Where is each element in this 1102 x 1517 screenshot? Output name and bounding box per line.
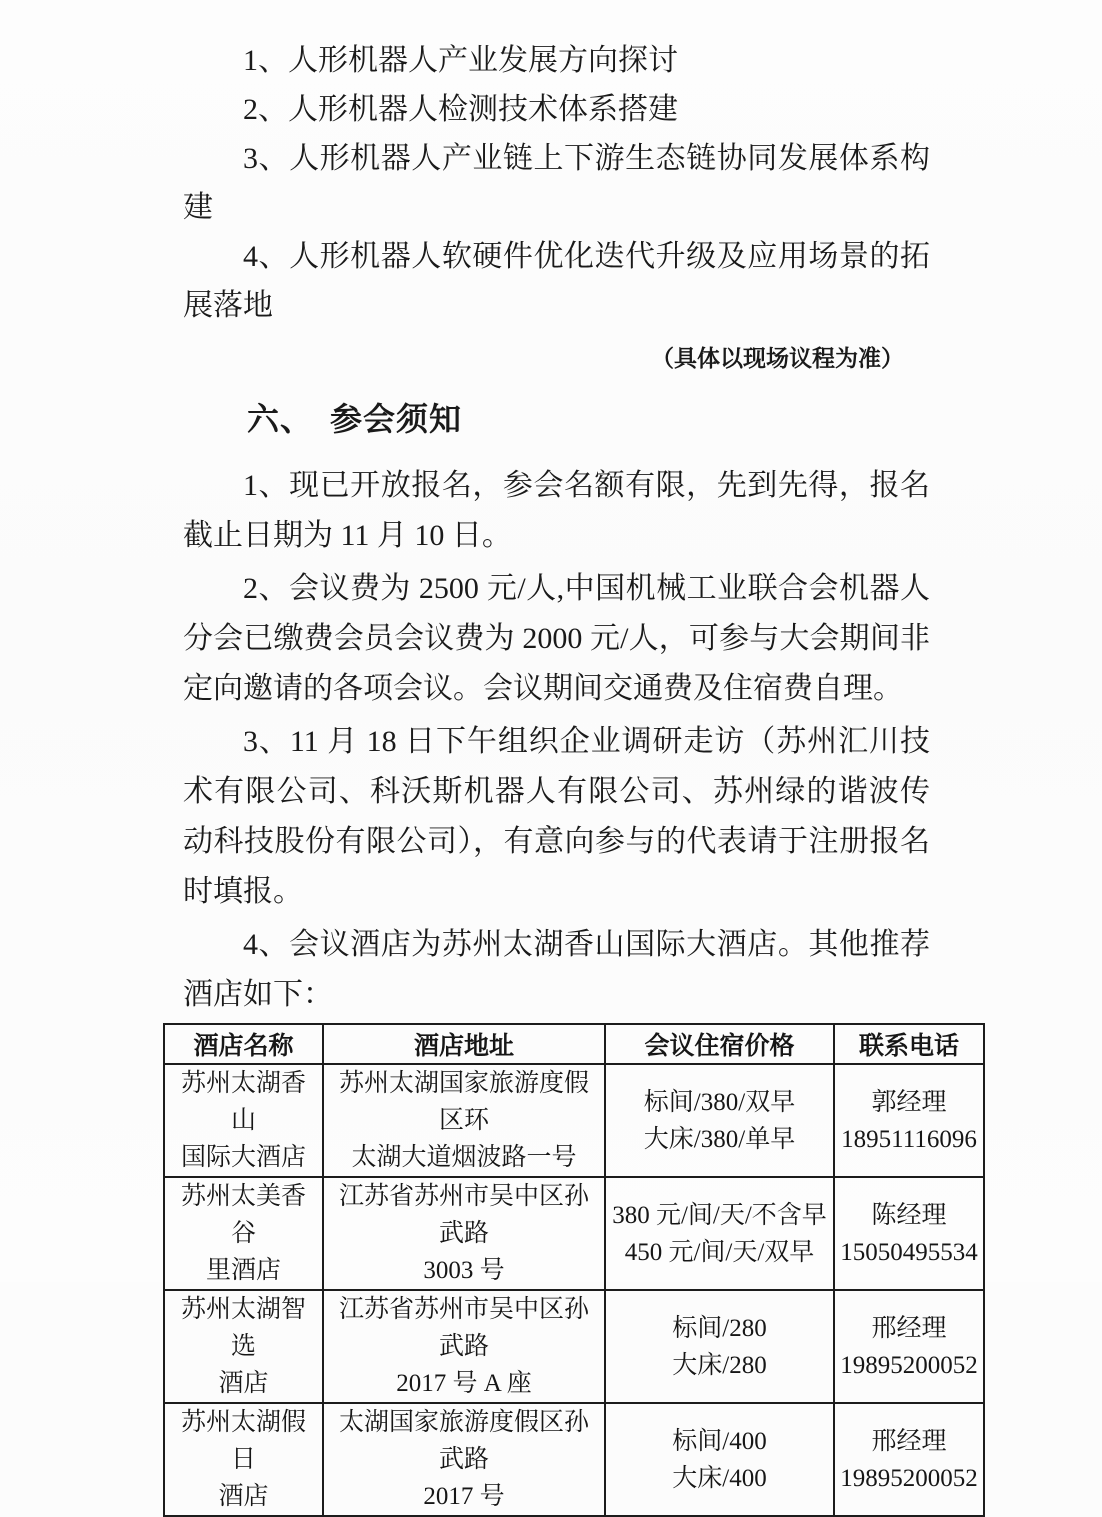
- hotel-name-line: 国际大酒店: [180, 1144, 306, 1171]
- hotel-price-line: 450 元/间/天/双早: [624, 1238, 815, 1266]
- hotel-address-line: 江苏省苏州市吴中区孙武路: [338, 1183, 589, 1247]
- hotel-contact-cell: [834, 1403, 984, 1516]
- notice-paragraph-2: 2、会议费为 2500 元/人,中国机械工业联合会机器人分会已缴费会员会议费为 2000 元/人，可参与大会期间非定向邀请的各项会议。会议期间交通费及住宿费自理。: [183, 572, 930, 705]
- hotels-table-header: [164, 1024, 984, 1064]
- hotel-contact-cell: [834, 1064, 984, 1177]
- hotel-contact-cell: [834, 1177, 984, 1290]
- hotel-contact-phone: 15050495534: [840, 1238, 978, 1266]
- hotel-contact-name: 邢经理: [871, 1427, 947, 1455]
- notice-paragraph-3: 3、11 月 18 日下午组织企业调研走访（苏州汇川技术有限公司、科沃斯机器人有限公司、苏州绿的谐波传动科技股份有限公司），有意向参与的代表请于注册报名时填报。: [183, 725, 930, 908]
- agenda-topic-list: [183, 36, 930, 330]
- hotel-name-line: 苏州太湖香山: [180, 1070, 306, 1134]
- hotel-name-line: 酒店: [218, 1483, 269, 1510]
- hotel-price-cell: [605, 1064, 834, 1177]
- table-row-hotel-3: [164, 1290, 984, 1403]
- hotel-address-line: 太湖大道烟波路一号: [351, 1144, 577, 1171]
- hotel-name-cell: [164, 1064, 323, 1177]
- hotel-price-line: 大床/400: [672, 1464, 767, 1492]
- section-heading: 六、 参会须知: [247, 401, 463, 437]
- hotel-address-line: 苏州太湖国家旅游度假区环: [338, 1070, 589, 1134]
- hotel-address-cell: [323, 1403, 605, 1516]
- hotel-name-line: 苏州太湖智选: [180, 1296, 306, 1360]
- hotel-address-line: 3003 号: [423, 1257, 505, 1284]
- column-header-hotel-name: 酒店名称: [164, 1024, 323, 1064]
- table-header-row: [164, 1024, 984, 1064]
- hotel-address-cell: [323, 1177, 605, 1290]
- column-header-phone: 联系电话: [834, 1024, 984, 1064]
- hotel-price-line: 标间/280: [672, 1314, 767, 1342]
- hotel-address-line: 江苏省苏州市吴中区孙武路: [338, 1296, 589, 1360]
- table-row-hotel-2: [164, 1177, 984, 1290]
- hotel-address-cell: [323, 1290, 605, 1403]
- hotels-table: [163, 1023, 985, 1517]
- table-row-hotel-1: [164, 1064, 984, 1177]
- hotel-price-line: 标间/380/双早: [643, 1088, 796, 1116]
- hotel-name-line: 酒店: [218, 1370, 269, 1397]
- hotel-address-line: 2017 号: [423, 1483, 505, 1510]
- hotels-table-body: [164, 1064, 984, 1516]
- agenda-note: （具体以现场议程为准）: [651, 346, 904, 371]
- agenda-item-1: 1、人形机器人产业发展方向探讨: [243, 44, 678, 77]
- hotel-price-line: 标间/400: [672, 1427, 767, 1455]
- notice-list: [183, 461, 930, 1020]
- hotel-name-line: 里酒店: [205, 1257, 281, 1284]
- hotel-contact-phone: 19895200052: [840, 1351, 978, 1379]
- agenda-item-4: 4、人形机器人软硬件优化迭代升级及应用场景的拓展落地: [183, 240, 930, 322]
- hotel-price-cell: [605, 1177, 834, 1290]
- hotel-contact-phone: 18951116096: [841, 1125, 977, 1153]
- column-header-hotel-address: 酒店地址: [323, 1024, 605, 1064]
- hotel-name-line: 苏州太美香谷: [180, 1183, 306, 1247]
- hotel-contact-name: 郭经理: [871, 1088, 947, 1116]
- hotel-price-cell: [605, 1403, 834, 1516]
- notice-paragraph-4: 4、会议酒店为苏州太湖香山国际大酒店。其他推荐酒店如下：: [183, 928, 930, 1011]
- table-row-hotel-4: [164, 1403, 984, 1516]
- hotel-contact-cell: [834, 1290, 984, 1403]
- hotel-name-cell: [164, 1290, 323, 1403]
- hotel-name-cell: [164, 1177, 323, 1290]
- hotel-name-line: 苏州太湖假日: [180, 1409, 306, 1473]
- hotel-address-cell: [323, 1064, 605, 1177]
- agenda-item-2: 2、人形机器人检测技术体系搭建: [243, 93, 678, 126]
- column-header-price: 会议住宿价格: [605, 1024, 834, 1064]
- hotel-address-line: 太湖国家旅游度假区孙武路: [338, 1409, 589, 1473]
- notice-paragraph-1: 1、现已开放报名，参会名额有限，先到先得，报名截止日期为 11 月 10 日。: [183, 469, 930, 552]
- hotel-price-line: 380 元/间/天/不含早: [612, 1201, 827, 1229]
- hotel-contact-name: 陈经理: [871, 1201, 947, 1229]
- hotel-contact-name: 邢经理: [871, 1314, 947, 1342]
- hotel-price-line: 大床/280: [672, 1351, 767, 1379]
- hotel-contact-phone: 19895200052: [840, 1464, 978, 1492]
- agenda-item-3: 3、人形机器人产业链上下游生态链协同发展体系构建: [183, 142, 930, 224]
- hotel-name-cell: [164, 1403, 323, 1516]
- hotel-price-cell: [605, 1290, 834, 1403]
- hotel-address-line: 2017 号 A 座: [396, 1370, 532, 1397]
- hotel-price-line: 大床/380/单早: [643, 1125, 796, 1153]
